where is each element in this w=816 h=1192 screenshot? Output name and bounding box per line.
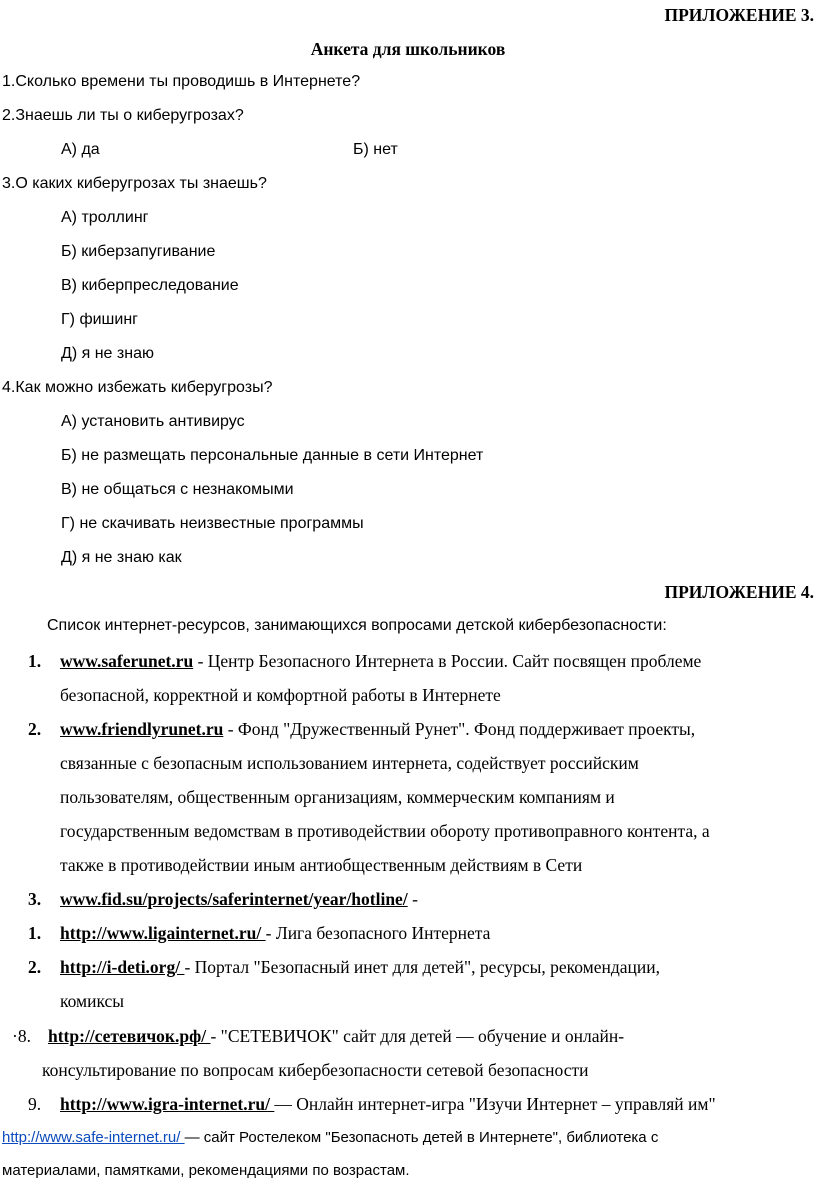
resource-item xyxy=(28,1093,716,1115)
resource-description-cont: комиксы xyxy=(60,991,125,1011)
resource-description: - "СЕТЕВИЧОК" сайт для детей — обучение и онлайн- xyxy=(210,1026,625,1046)
resource-description-cont: государственным ведомствам в противодействии обороту противоправного контента, а xyxy=(60,821,710,841)
resource-item xyxy=(12,1025,624,1047)
q2-option-b: Б) нет xyxy=(353,141,398,158)
resource-item xyxy=(28,956,660,978)
resource-item xyxy=(28,888,418,910)
item-number: 1. xyxy=(28,651,42,671)
resource-description: - xyxy=(407,889,418,909)
resource-description-cont: также в противодействии иным антиобщественным действиям в Сети xyxy=(60,855,583,875)
resource-description: — Онлайн интернет-игра "Изучи Интернет – управляй им" xyxy=(274,1094,716,1114)
resource-description: — сайт Ростелеком "Безопасноть детей в Интернете", библиотека с xyxy=(184,1129,659,1146)
resource-link[interactable]: www.saferunet.ru xyxy=(60,651,194,671)
resource-link[interactable]: http://www.igra-internet.ru/ xyxy=(60,1094,275,1114)
item-number: 3. xyxy=(28,889,42,909)
resource-item xyxy=(2,1127,658,1149)
q4-option-c: В) не общаться с незнакомыми xyxy=(61,481,294,498)
resource-description-cont: безопасной, корректной и комфортной работы в Интернете xyxy=(60,685,501,705)
resource-description: - Центр Безопасного Интернета в России. Сайт посвящен проблеме xyxy=(193,651,702,671)
resource-item xyxy=(28,650,701,672)
item-number: ·8. xyxy=(12,1026,31,1046)
q4-option-a: А) установить антивирус xyxy=(61,413,245,430)
resource-item xyxy=(28,718,695,740)
question-2: 2.Знаешь ли ты о киберугрозах? xyxy=(2,107,244,124)
resource-link[interactable]: www.fid.su/projects/saferinternet/year/hotline/ xyxy=(60,889,408,909)
item-number: 2. xyxy=(28,719,42,739)
resource-item xyxy=(28,922,490,944)
item-number: 2. xyxy=(28,957,42,977)
resource-description-cont: связанные с безопасным использованием интернета, содействует российским xyxy=(60,753,639,773)
resource-description-cont: консультирование по вопросам кибербезопасности сетевой безопасности xyxy=(42,1060,589,1080)
q3-option-b: Б) киберзапугивание xyxy=(61,243,216,260)
appendix-4-heading: ПРИЛОЖЕНИЕ 4. xyxy=(664,582,814,602)
resource-description-cont: пользователям, общественным организациям, коммерческим компаниям и xyxy=(60,787,615,807)
question-3: 3.О каких киберугрозах ты знаешь? xyxy=(2,175,267,192)
question-4: 4.Как можно избежать киберугрозы? xyxy=(2,379,273,396)
q3-option-a: А) троллинг xyxy=(61,209,149,226)
question-1: 1.Сколько времени ты проводишь в Интернете? xyxy=(2,73,361,90)
q2-option-a: А) да xyxy=(61,141,100,158)
q3-option-d: Г) фишинг xyxy=(61,311,138,328)
resource-link[interactable]: http://i-deti.org/ xyxy=(60,957,185,977)
q3-option-e: Д) я не знаю xyxy=(61,345,154,362)
q4-option-b: Б) не размещать персональные данные в сети Интернет xyxy=(61,447,484,464)
resource-description: - Портал "Безопасный инет для детей", ресурсы, рекомендации, xyxy=(184,957,661,977)
resource-description: - Фонд "Дружественный Рунет". Фонд поддерживает проекты, xyxy=(223,719,696,739)
resource-description: - Лига безопасного Интернета xyxy=(265,923,491,943)
questionnaire-title: Анкета для школьников xyxy=(310,39,506,59)
resource-link[interactable]: http://www.safe-internet.ru/ xyxy=(2,1129,185,1146)
appendix-3-heading: ПРИЛОЖЕНИЕ 3. xyxy=(664,5,814,25)
q4-option-d: Г) не скачивать неизвестные программы xyxy=(61,515,364,532)
resources-intro: Список интернет-ресурсов, занимающихся вопросами детской кибербезопасности: xyxy=(47,617,667,634)
resource-link[interactable]: www.friendlyrunet.ru xyxy=(60,719,224,739)
item-number: 1. xyxy=(28,923,42,943)
q4-option-e: Д) я не знаю как xyxy=(61,549,182,566)
resource-description-cont: материалами, памятками, рекомендациями по возрастам. xyxy=(2,1162,410,1179)
q3-option-c: В) киберпреследование xyxy=(61,277,239,294)
resource-link[interactable]: http://www.ligainternet.ru/ xyxy=(60,923,266,943)
item-number: 9. xyxy=(28,1094,42,1114)
resource-link[interactable]: http://сетевичок.рф/ xyxy=(48,1026,211,1046)
